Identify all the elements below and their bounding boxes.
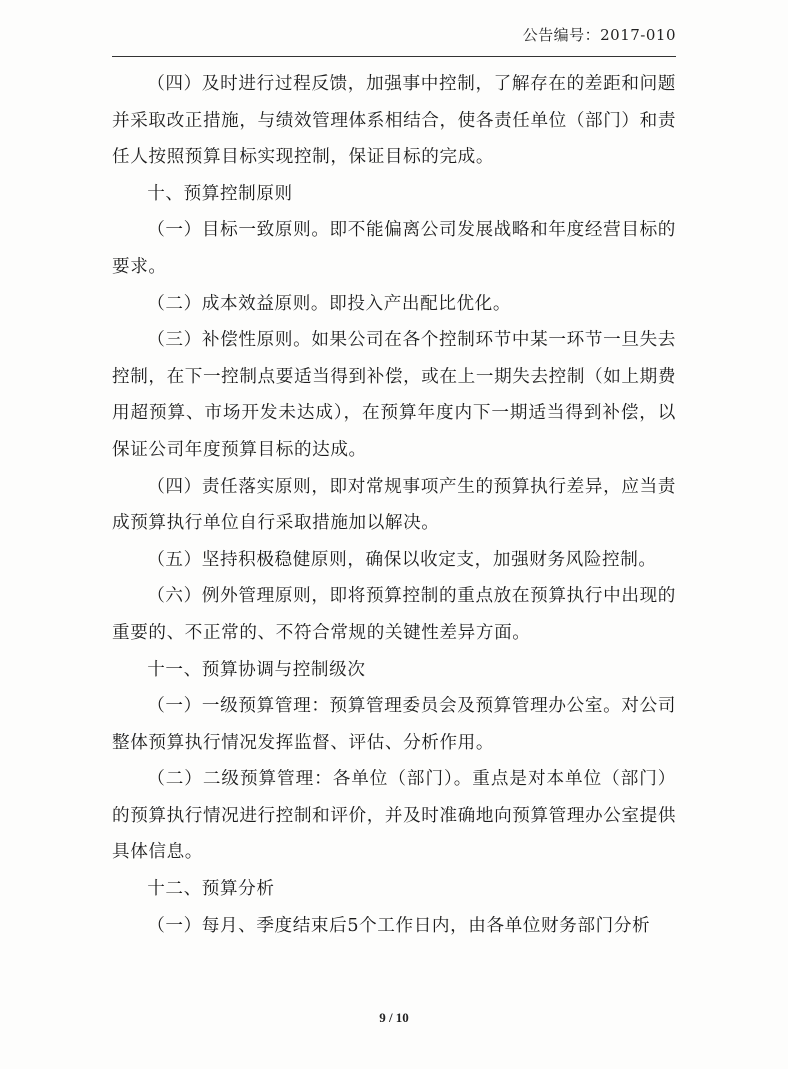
paragraph: （三）补偿性原则。如果公司在各个控制环节中某一环节一旦失去控制，在下一控制点要适当得到补偿，或在上一期失去控制（如上期费用超预算、市场开发未达成），在预算年度内下一期适当得到补偿，以保证公司年度预算目标的达成。 xyxy=(112,330,677,460)
page-number: 9 / 10 xyxy=(379,1010,409,1025)
paragraph: （四）责任落实原则，即对常规事项产生的预算执行差异，应当责成预算执行单位自行采取措施加以解决。 xyxy=(112,476,676,534)
header-divider xyxy=(112,56,676,57)
paragraph: （二）成本效益原则。即投入产出配比优化。 xyxy=(147,293,512,314)
section-heading: 十、预算控制原则 xyxy=(147,183,293,204)
section-heading: 十一、预算协调与控制级次 xyxy=(147,659,366,680)
paragraph: （一）目标一致原则。即不能偏离公司发展战略和年度经营目标的要求。 xyxy=(112,220,676,277)
paragraph: （五）坚持积极稳健原则，确保以收定支，加强财务风险控制。 xyxy=(147,549,657,570)
document-body xyxy=(112,66,676,944)
paragraph: （六）例外管理原则，即将预算控制的重点放在预算执行中出现的重要的、不正常的、不符合常规的关键性差异方面。 xyxy=(112,586,676,643)
paragraph: （一）一级预算管理：预算管理委员会及预算管理办公室。对公司整体预算执行情况发挥监督、评估、分析作用。 xyxy=(112,696,676,753)
paragraph: （二）二级预算管理：各单位（部门）。重点是对本单位（部门）的预算执行情况进行控制和评价，并及时准确地向预算管理办公室提供具体信息。 xyxy=(112,769,677,863)
paragraph: （一）每月、季度结束后5个工作日内，由各单位财务部门分析 xyxy=(147,915,651,936)
section-heading: 十二、预算分析 xyxy=(147,879,275,900)
paragraph: （四）及时进行过程反馈，加强事中控制，了解存在的差距和问题并采取改正措施，与绩效管理体系相结合，使各责任单位（部门）和责任人按照预算目标实现控制，保证目标的完成。 xyxy=(112,74,677,168)
announcement-number: 公告编号：2017-010 xyxy=(522,26,676,44)
